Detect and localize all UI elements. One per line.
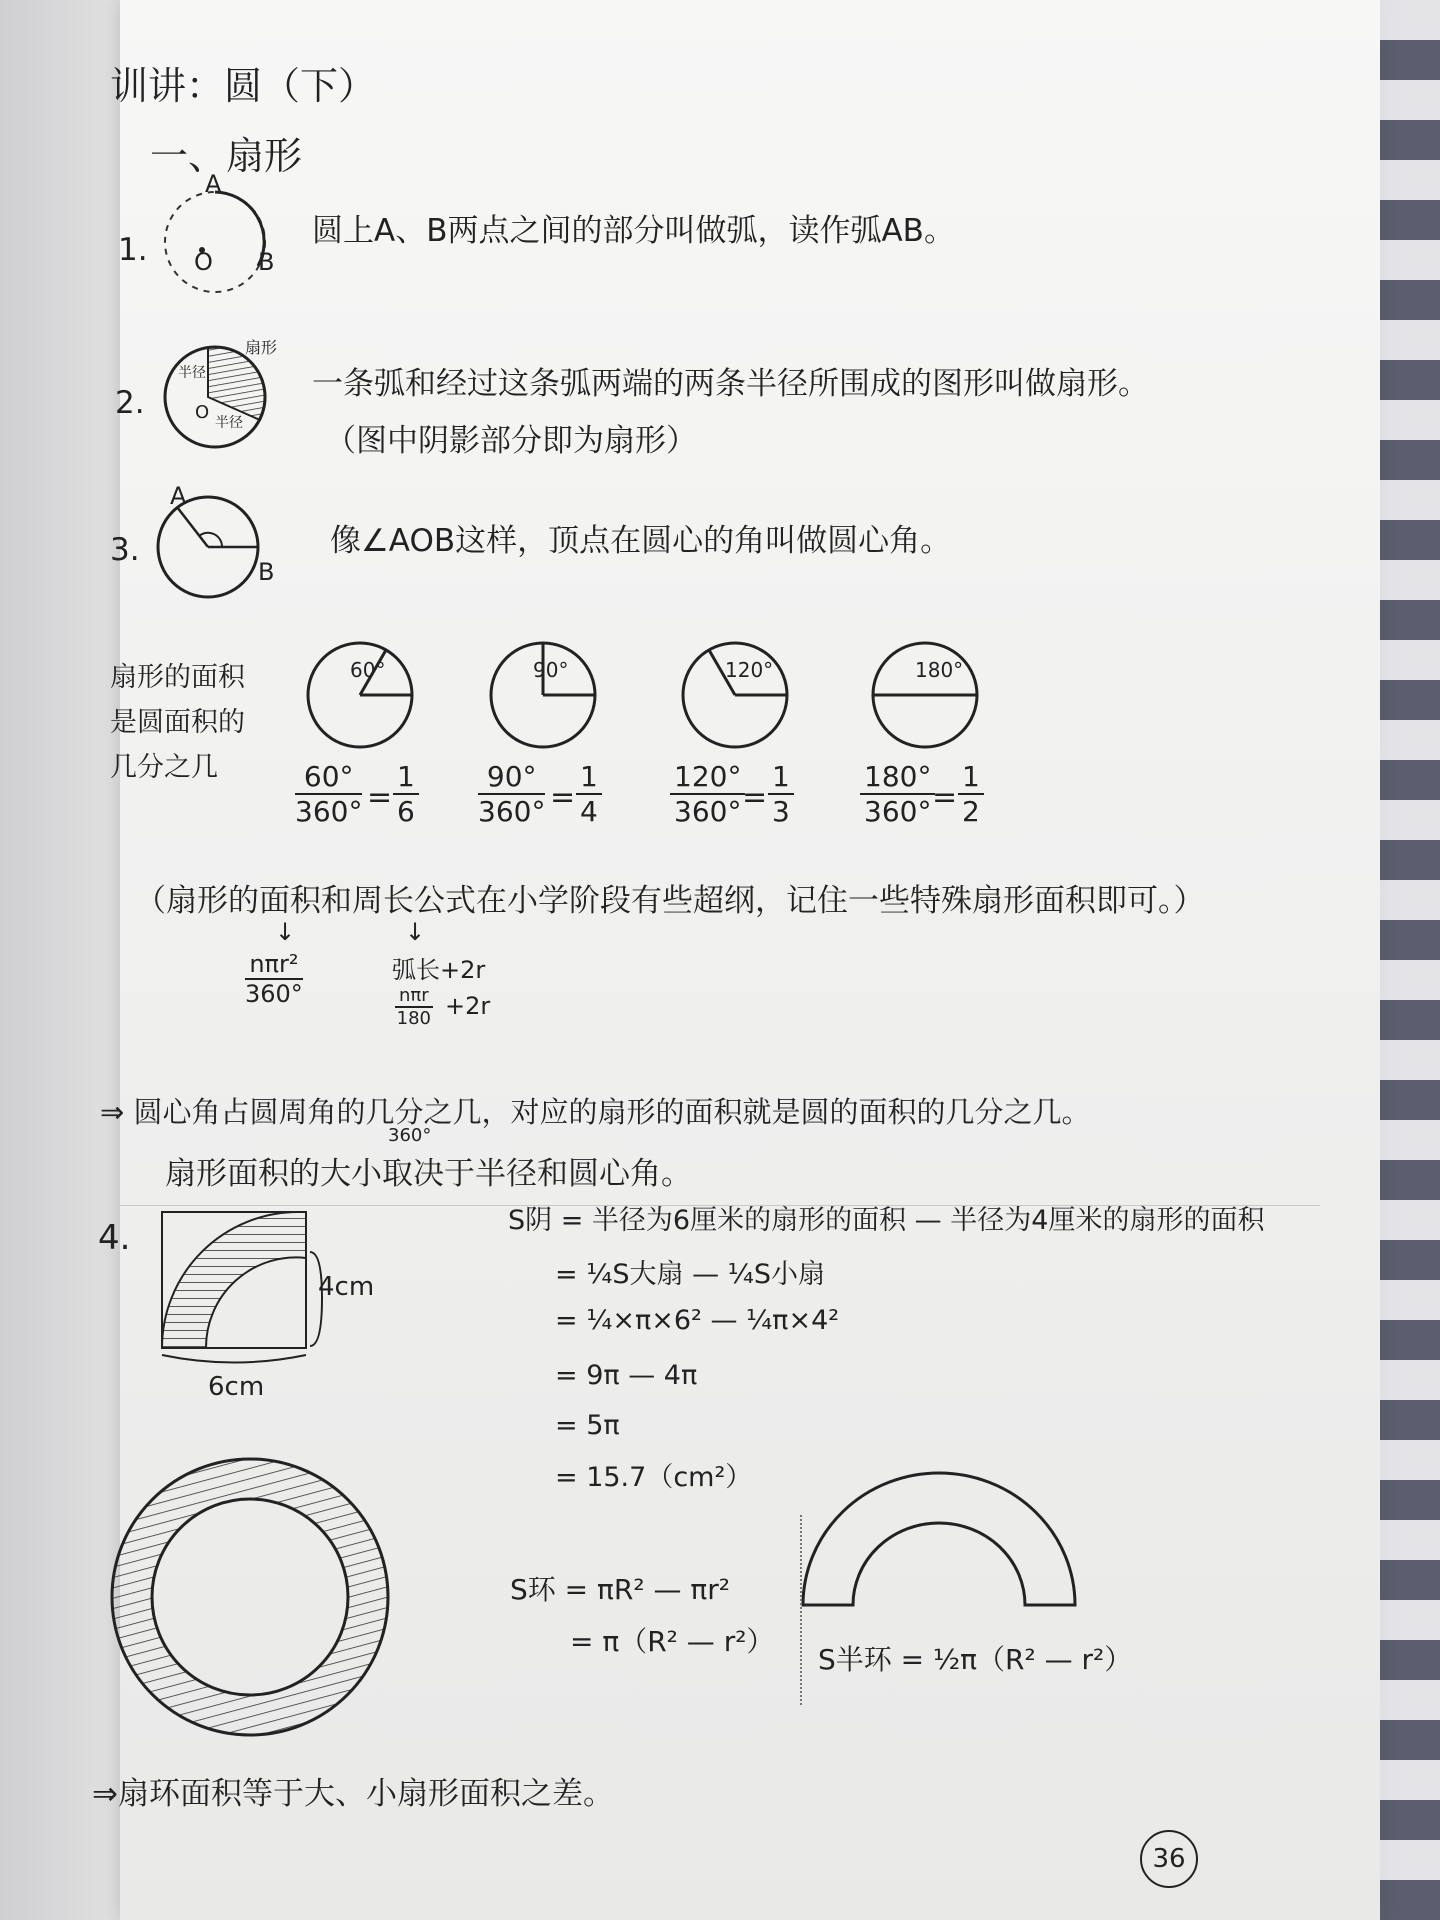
dim-height: 4cm xyxy=(318,1272,375,1302)
background-fabric xyxy=(1380,0,1440,1920)
item-1-text: 圆上A、B两点之间的部分叫做弧，读作弧AB。 xyxy=(312,213,955,249)
solution-line-3: = ¹⁄₄×π×6² — ¹⁄₄π×4² xyxy=(555,1305,840,1336)
sector-fraction xyxy=(670,760,745,828)
area-formula-den: 360° xyxy=(245,980,303,1008)
item-3-text: 像∠AOB这样，顶点在圆心的角叫做圆心角。 xyxy=(330,523,952,559)
dim-width: 6cm xyxy=(208,1372,265,1402)
sector-area-formula xyxy=(245,950,303,1008)
fraction-numerator: 60° xyxy=(295,760,362,795)
result-fraction xyxy=(958,760,984,828)
sector-angle-label: 180° xyxy=(915,658,964,682)
result-numerator: 1 xyxy=(768,760,794,795)
arrow-down-icon: ↓ xyxy=(275,918,296,946)
dotted-separator xyxy=(800,1515,802,1705)
perimeter-formula-den: 180 xyxy=(396,1008,431,1029)
sector-angle-label: 120° xyxy=(725,658,774,682)
annulus-figure xyxy=(105,1455,395,1745)
ring-formula-1: S环 = πR² — πr² xyxy=(510,1573,730,1606)
radius-label-2: 半径 xyxy=(215,415,243,431)
half-ring-formula: S半环 = ½π（R² — r²） xyxy=(818,1643,1133,1676)
conclusion-1-line-1: ⇒ 圆心角占圆周角的几分之几，对应的扇形的面积就是圆的面积的几分之几。 xyxy=(100,1095,1091,1129)
item-2-number: 2. xyxy=(115,385,145,421)
solution-line-5: = 5π xyxy=(555,1410,620,1441)
fraction-label-line-3: 几分之几 xyxy=(110,752,218,783)
fraction-label-line-1: 扇形的面积 xyxy=(110,662,245,693)
result-numerator: 1 xyxy=(958,760,984,795)
sector-fraction xyxy=(295,760,362,828)
equals-sign: = xyxy=(550,780,576,815)
arc-label-a: A xyxy=(205,170,222,198)
half-ring-figure xyxy=(795,1465,1085,1615)
perimeter-formula-tail: +2r xyxy=(445,992,491,1020)
result-fraction xyxy=(576,760,602,828)
sector-fraction xyxy=(860,760,935,828)
ring-formula-2: = π（R² — r²） xyxy=(570,1625,775,1658)
solution-line-1: S阴 = 半径为6厘米的扇形的面积 — 半径为4厘米的扇形的面积 xyxy=(508,1205,1265,1236)
solution-line-4: = 9π — 4π xyxy=(555,1360,698,1391)
fraction-numerator: 180° xyxy=(860,760,935,795)
sector-angle-label: 90° xyxy=(533,658,569,682)
result-denominator: 2 xyxy=(962,795,980,828)
fraction-denominator: 360° xyxy=(478,795,546,828)
fraction-denominator: 360° xyxy=(864,795,932,828)
arrow-down-icon-2: ↓ xyxy=(405,918,426,946)
result-fraction xyxy=(768,760,794,828)
fraction-numerator: 120° xyxy=(670,760,745,795)
equals-sign: = xyxy=(742,780,768,815)
solution-line-2: = ¹⁄₄S大扇 — ¹⁄₄S小扇 xyxy=(555,1259,825,1290)
item-2-note: （图中阴影部分即为扇形） xyxy=(325,423,697,459)
section-title: 一、扇形 xyxy=(150,134,303,178)
page-number: 36 xyxy=(1140,1830,1198,1888)
sector-circle-180 xyxy=(870,640,982,752)
equals-sign: = xyxy=(367,780,393,815)
fraction-label-line-2: 是圆面积的 xyxy=(110,707,245,738)
arc-figure xyxy=(160,180,270,300)
fraction-denominator: 360° xyxy=(674,795,742,828)
equals-sign: = xyxy=(932,780,958,815)
arc-label-o: O xyxy=(194,248,213,276)
page-title: 训讲：圆（下） xyxy=(110,64,377,108)
sector-figure xyxy=(160,340,280,460)
arc-label-b: B xyxy=(258,248,275,276)
formula-note: （扇形的面积和周长公式在小学阶段有些超纲，记住一些特殊扇形面积即可。） xyxy=(135,883,1205,919)
sector-circle-90 xyxy=(488,640,600,752)
sector-label: 扇形 xyxy=(245,338,278,357)
notebook-left-edge xyxy=(0,0,120,1920)
perimeter-formula-line: 弧长+2r xyxy=(392,956,486,984)
solution-line-6: = 15.7（cm²） xyxy=(555,1462,753,1493)
center-label-o: O xyxy=(195,402,210,423)
conclusion-1-line-2: 扇形面积的大小取决于半径和圆心角。 xyxy=(165,1156,692,1192)
item-2-text: 一条弧和经过这条弧两端的两条半径所围成的图形叫做扇形。 xyxy=(312,366,1149,402)
result-denominator: 3 xyxy=(772,795,790,828)
radius-label-1: 半径 xyxy=(178,365,206,381)
sector-circle-120 xyxy=(680,640,792,752)
conclusion-1-under: 360° xyxy=(388,1125,432,1146)
fraction-denominator: 360° xyxy=(295,795,363,828)
perimeter-formula-num: nπr xyxy=(395,985,433,1008)
item-4-number: 4. xyxy=(98,1218,131,1258)
sector-fraction xyxy=(478,760,545,828)
result-denominator: 6 xyxy=(397,795,415,828)
result-denominator: 4 xyxy=(580,795,598,828)
angle-label-b: B xyxy=(258,558,275,586)
fraction-numerator: 90° xyxy=(478,760,545,795)
result-numerator: 1 xyxy=(393,760,419,795)
sector-angle-label: 60° xyxy=(350,658,386,682)
item-1-number: 1. xyxy=(118,232,148,268)
sector-circle-60 xyxy=(305,640,417,752)
result-fraction xyxy=(393,760,419,828)
perimeter-formula-frac xyxy=(395,985,433,1029)
area-formula-num: nπr² xyxy=(245,950,303,980)
item-3-number: 3. xyxy=(110,532,140,568)
result-numerator: 1 xyxy=(576,760,602,795)
conclusion-2: ⇒扇环面积等于大、小扇形面积之差。 xyxy=(92,1776,614,1812)
angle-label-a: A xyxy=(170,482,187,510)
